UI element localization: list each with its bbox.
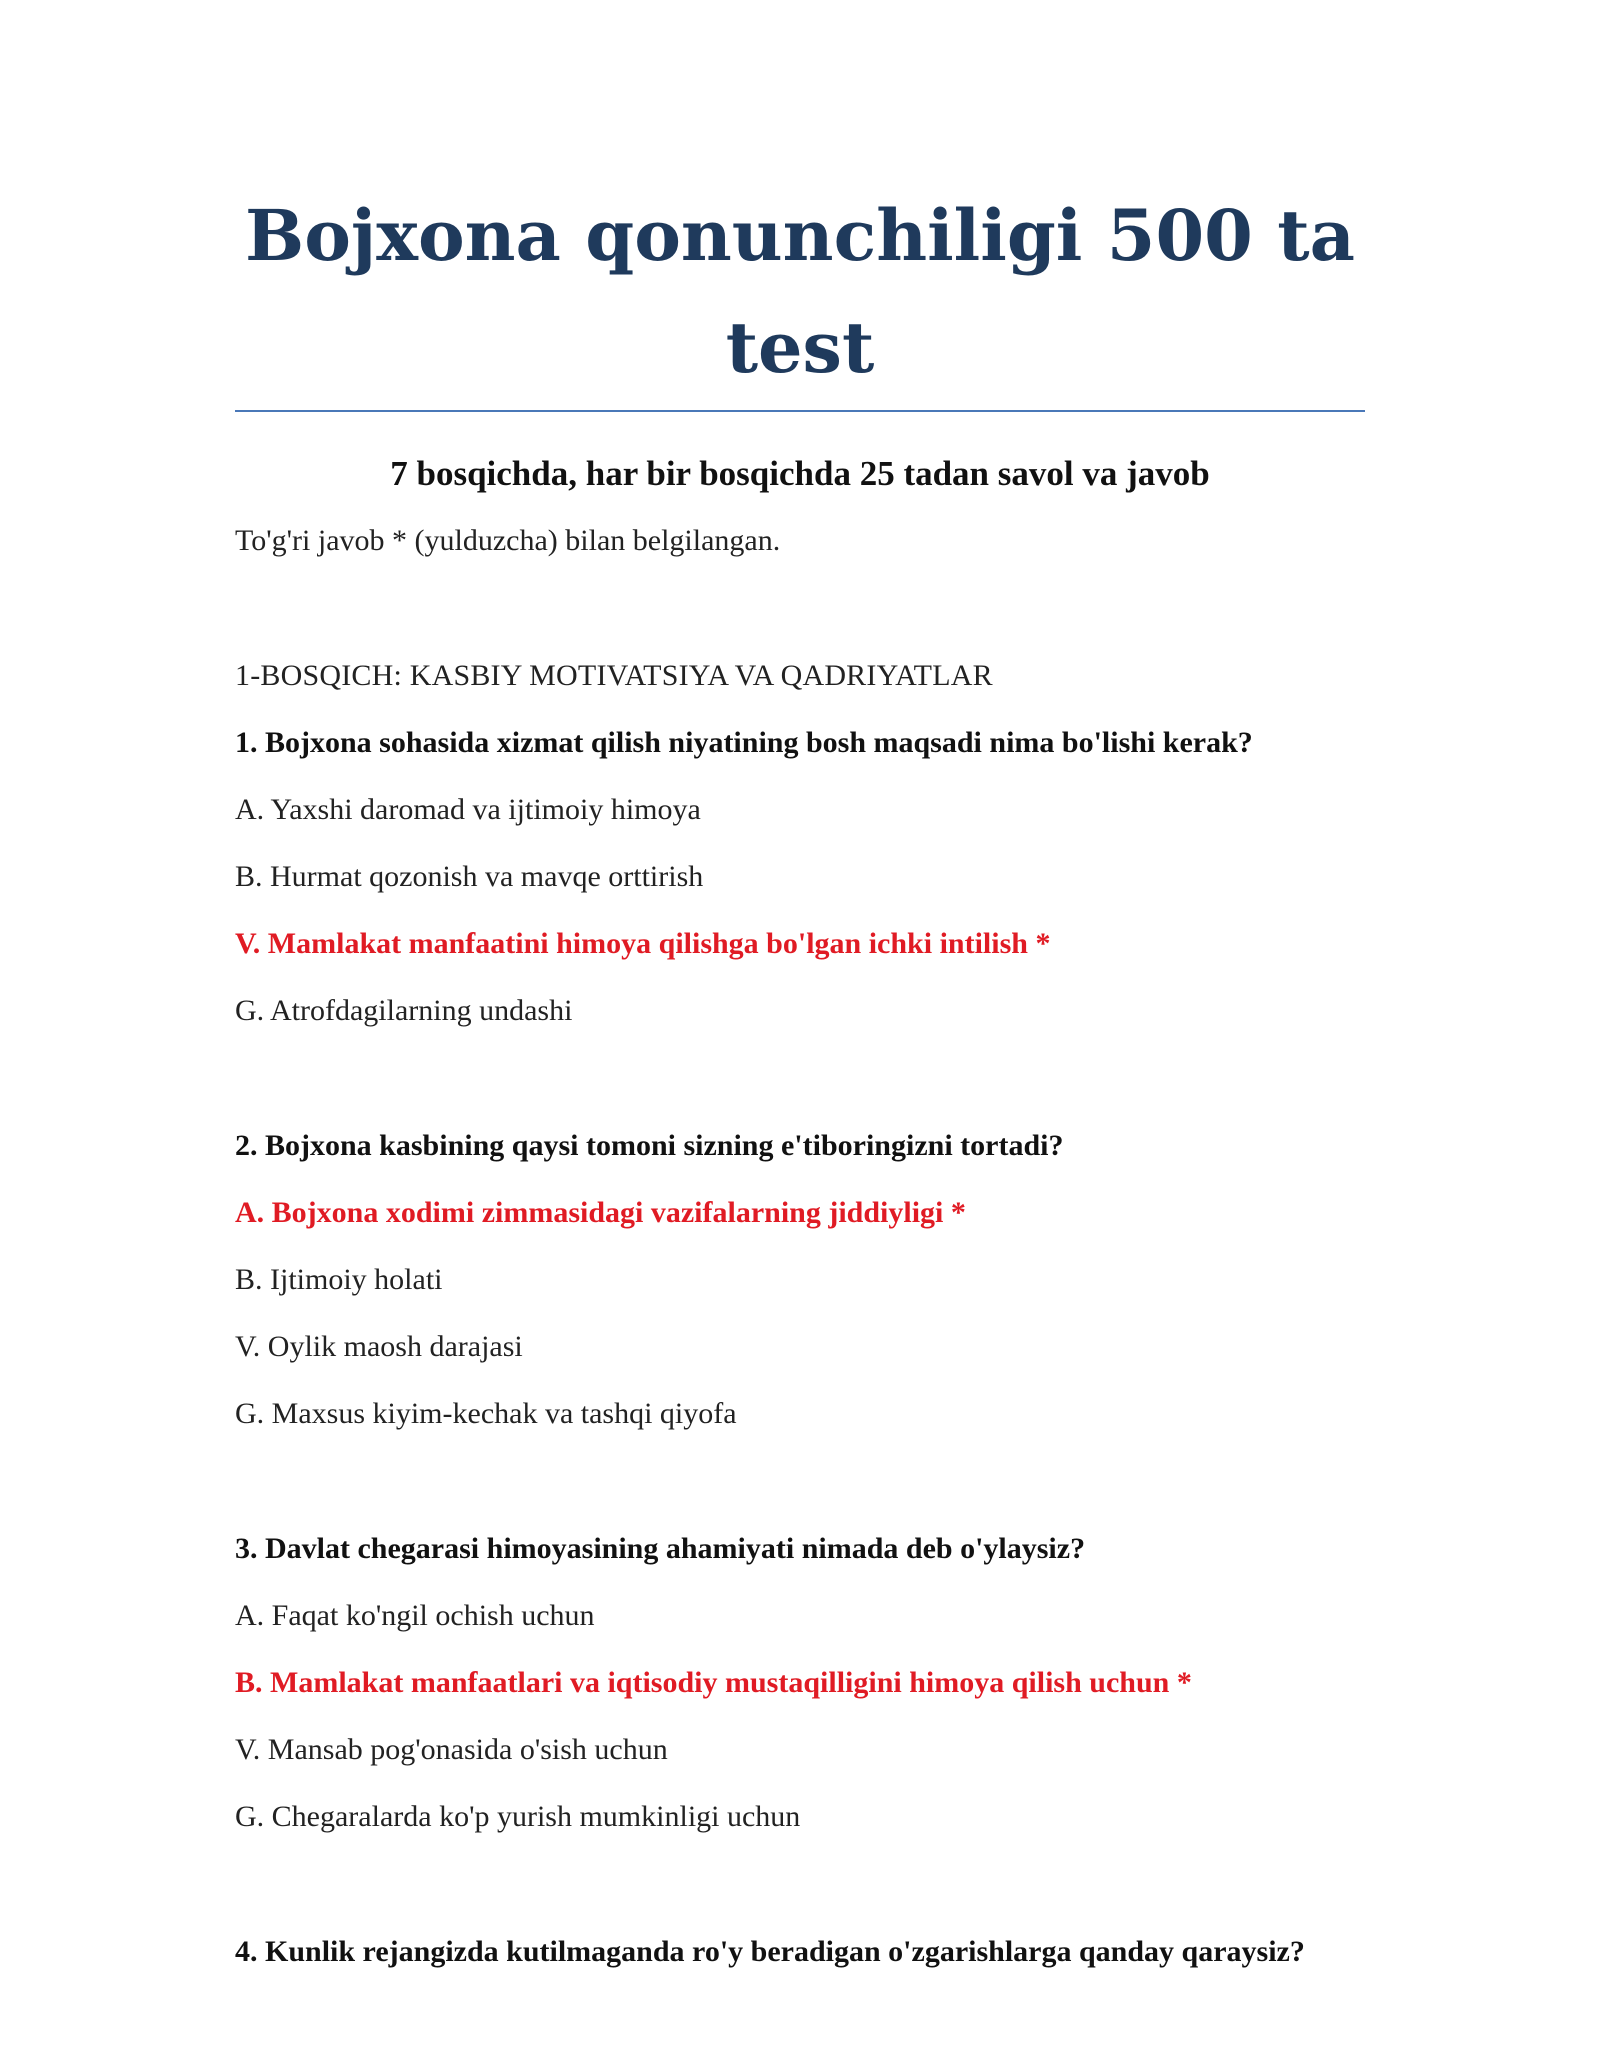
answer-key-note: To'g'ri javob * (yulduzcha) bilan belgilangan. — [235, 524, 781, 557]
document-title: Bojxona qonunchiligi 500 ta test — [235, 180, 1365, 412]
answer-option: A. Faqat ko'ngil ochish uchun — [235, 1599, 595, 1632]
question-item — [235, 1932, 1365, 1972]
answer-option: G. Atrofdagilarning undashi — [235, 994, 573, 1027]
answer-option: B. Hurmat qozonish va mavqe orttirish — [235, 860, 704, 893]
answer-option-correct: A. Bojxona xodimi zimmasidagi vazifalarning jiddiyligi * — [235, 1196, 966, 1229]
document-page — [235, 180, 1365, 1972]
question-item — [235, 1529, 1365, 1837]
answer-option: G. Chegaralarda ko'p yurish mumkinligi uchun — [235, 1800, 801, 1833]
answer-option: V. Oylik maosh darajasi — [235, 1330, 523, 1363]
question-text: 3. Davlat chegarasi himoyasining ahamiyati nimada deb o'ylaysiz? — [235, 1532, 1086, 1565]
document-subtitle: 7 bosqichda, har bir bosqichda 25 tadan savol va javob — [390, 454, 1210, 493]
section-title: 1-BOSQICH: KASBIY MOTIVATSIYA VA QADRIYATLAR — [235, 659, 993, 692]
answer-option: G. Maxsus kiyim-kechak va tashqi qiyofa — [235, 1397, 737, 1430]
answer-option: V. Mansab pog'onasida o'sish uchun — [235, 1733, 668, 1766]
question-item — [235, 1126, 1365, 1434]
answer-option: B. Ijtimoiy holati — [235, 1263, 443, 1296]
question-text: 2. Bojxona kasbining qaysi tomoni sizning e'tiboringizni tortadi? — [235, 1129, 1064, 1162]
question-list — [235, 723, 1365, 1972]
question-text: 4. Kunlik rejangizda kutilmaganda ro'y beradigan o'zgarishlarga qanday qaraysiz? — [235, 1935, 1305, 1968]
question-item — [235, 723, 1365, 1031]
answer-option: A. Yaxshi daromad va ijtimoiy himoya — [235, 793, 701, 826]
answer-option-correct: V. Mamlakat manfaatini himoya qilishga bo'lgan ichki intilish * — [235, 927, 1051, 960]
question-text: 1. Bojxona sohasida xizmat qilish niyatining bosh maqsadi nima bo'lishi kerak? — [235, 726, 1253, 759]
answer-option-correct: B. Mamlakat manfaatlari va iqtisodiy mustaqilligini himoya qilish uchun * — [235, 1666, 1192, 1699]
